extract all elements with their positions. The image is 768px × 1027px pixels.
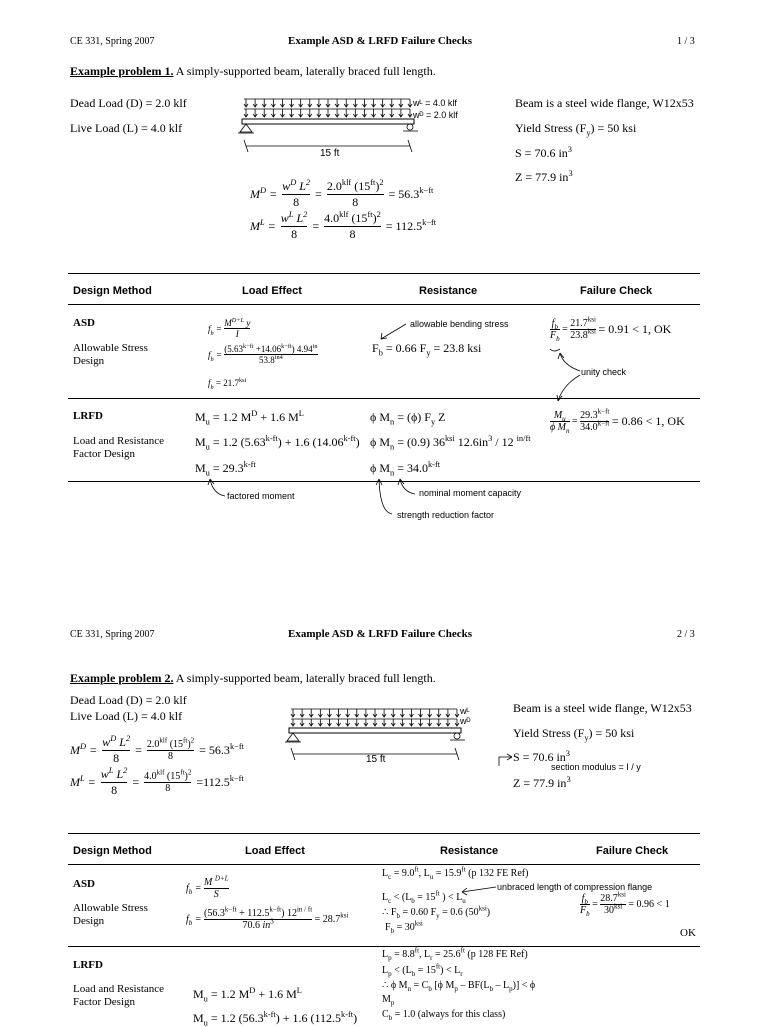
asd-check: $\frac{f_b}{F_b}$ = $21.7^{ksi}$ $23.8^{ksi}$ = 0.91 < 1, OK bbox=[550, 315, 672, 343]
lrfd-subtitle-2: Factor Design bbox=[73, 448, 136, 460]
live-moment-eq: $M^L$ = $\frac{w^L L^2}{8}$ = $4.0^{klf}$ $(15^{ft})^2$ 8 = $112.5^{k-ft}$ bbox=[250, 210, 437, 241]
asd2-subtitle-2: Design bbox=[73, 915, 105, 927]
problem-label-2: Example problem 2. bbox=[70, 671, 174, 685]
note-strength: strength reduction factor bbox=[397, 510, 495, 520]
beam-info-2: Beam is a steel wide flange, W12x53 bbox=[513, 701, 692, 715]
lrfd-resist-2: ϕ $M_n = (0.9)$ $36^{ksi}$ $12.6in^3 / 12$ $^{in/ft}$ bbox=[370, 434, 531, 452]
doc-title: Example ASD & LRFD Failure Checks bbox=[288, 35, 473, 47]
lrfd-load-1: $M_u = 1.2$ $M^D + 1.6$ $M^L$ bbox=[195, 409, 304, 427]
asd2-ok: OK bbox=[680, 927, 696, 939]
z-value-2: Z = 77.9 $in^3$ bbox=[513, 775, 571, 790]
lrfd2-resist-2: $L_p < (L_b = 15^{ft}) < L_r$ bbox=[382, 962, 463, 978]
asd2-resist-2: $L_c < (L_b = 15^{ft}$ ) < $L_u$ bbox=[382, 889, 466, 905]
header2-resistance: Resistance bbox=[440, 845, 499, 857]
lrfd2-load-1: $M_u = 1.2$ $M^D + 1.6$ $M^L$ bbox=[193, 986, 302, 1004]
lrfd2-subtitle-1: Load and Resistance bbox=[73, 983, 165, 995]
lrfd2-resist-1: $L_p = 8.8^{ft}$, $L_r = 25.6^{ft}$ (p 128 FE Ref) bbox=[382, 946, 528, 962]
load-arrows-live bbox=[244, 99, 412, 117]
pin-support bbox=[240, 124, 252, 132]
table2-rule-top bbox=[68, 833, 700, 834]
doc-title-2: Example ASD & LRFD Failure Checks bbox=[288, 628, 473, 640]
asd-load-eq-2: $f_b$ = $\frac{(5.63^{k-ft} +14.06^{k-ft}) 4.94^{in}}{53.8^{in4}}$ bbox=[208, 343, 318, 365]
wl-label: wᴸ = 4.0 klf bbox=[413, 98, 457, 108]
lrfd-title: LRFD bbox=[73, 410, 103, 422]
asd-load-eq-3: $f_b = 21.7^{ksi}$ bbox=[208, 377, 247, 391]
asd2-check: $\frac{f_b}{F_b}$ = $28.7^{ksi}$ $30^{ksi}$ = 0.96 < 1 bbox=[580, 890, 670, 918]
page-number-2: 2 / 3 bbox=[677, 629, 695, 640]
course-label: CE 331, Spring 2007 bbox=[70, 36, 155, 47]
problem-statement-2 bbox=[70, 671, 436, 686]
lrfd2-subtitle-2: Factor Design bbox=[73, 996, 136, 1008]
live-load: Live Load (L) = 4.0 klf bbox=[70, 121, 183, 135]
dead-load-2: Dead Load (D) = 2.0 klf bbox=[70, 693, 187, 707]
pin-support-2 bbox=[287, 733, 299, 741]
arrow-nominal bbox=[395, 476, 420, 501]
header-failure-check: Failure Check bbox=[580, 285, 653, 297]
span-label-2: 15 ft bbox=[366, 754, 386, 765]
asd-subtitle-2: Design bbox=[73, 355, 105, 367]
table-rule-top bbox=[68, 273, 700, 274]
header-load-effect: Load Effect bbox=[242, 285, 302, 297]
note-unity-check: unity check bbox=[581, 367, 627, 377]
lrfd-load-2: $M_u = 1.2$ $(5.63^{k-ft}) + 1.6$ $(14.06^{k-ft})$ bbox=[195, 434, 360, 452]
asd-resistance: $F_b = 0.66$ $F_y = 23.8$ ksi bbox=[372, 341, 482, 358]
wd-label: wᴰ = 2.0 klf bbox=[413, 110, 458, 120]
lrfd2-resist-3: ∴ ϕ $M_n = C_b$ [ϕ $M_p - BF(L_b - L_p)] < \phi$ bbox=[382, 980, 536, 993]
note-factored: factored moment bbox=[227, 491, 295, 501]
asd2-load-eq-1: $f_b$ = $\frac{M ^{D+L}}{S}$ bbox=[186, 874, 229, 900]
lrfd-check: $\frac{M_u}{\phi M_n}$ = $\frac{29.3^{k-ft}}{34.0^{k-ft}}$ = 0.86 < 1, OK bbox=[550, 407, 685, 435]
asd-subtitle-1: Allowable Stress bbox=[73, 342, 148, 354]
problem-text: A simply-supported beam, laterally braced full length. bbox=[175, 64, 436, 78]
header2-load-effect: Load Effect bbox=[245, 845, 305, 857]
live-moment-eq-2: $M^L$ = $\frac{w^L L^2}{8}$ = $4.0^{klf}$ $(15^{ft})^2$ 8 $=112.5^{k-ft}$ bbox=[70, 766, 244, 797]
note-section-modulus: section modulus = I / y bbox=[551, 762, 641, 772]
lrfd2-load-2: $M_u = 1.2$ $(56.3^{k-ft}) + 1.6$ $(112.5^{k-ft})$ bbox=[193, 1010, 358, 1027]
header2-design-method: Design Method bbox=[73, 845, 152, 857]
live-load-2: Live Load (L) = 4.0 klf bbox=[70, 709, 183, 723]
asd-title-2: ASD bbox=[73, 878, 96, 890]
dead-moment-eq: $M^D$ = $\frac{w^D L^2}{8}$ = $2.0^{klf}$ $(15^{ft})^2$ 8 = $56.3^{k-ft}$ bbox=[250, 178, 434, 209]
table-rule-mid bbox=[68, 398, 700, 399]
asd2-resist-1: $L_c = 9.0^{ft}$, $L_u = 15.9^{ft}$ (p 132 FE Ref) bbox=[382, 865, 529, 881]
problem-label: Example problem 1. bbox=[70, 64, 174, 78]
table2-rule-mid bbox=[68, 946, 700, 947]
header2-failure-check: Failure Check bbox=[596, 845, 669, 857]
lrfd-resist-3: ϕ $M_n = 34.0^{k-ft}$ bbox=[370, 460, 441, 478]
arrow-allowable bbox=[378, 322, 408, 342]
roller-support-2 bbox=[454, 733, 460, 739]
lrfd2-resist-5: $C_b = 1.0$ (always for this class) bbox=[382, 1009, 506, 1022]
beam-info: Beam is a steel wide flange, W12x53 bbox=[515, 96, 694, 110]
header-resistance: Resistance bbox=[419, 285, 478, 297]
roller-support bbox=[407, 124, 413, 130]
asd2-subtitle-1: Allowable Stress bbox=[73, 902, 148, 914]
lrfd-subtitle-1: Load and Resistance bbox=[73, 435, 165, 447]
span-label: 15 ft bbox=[320, 148, 340, 159]
note-nominal: nominal moment capacity bbox=[419, 488, 522, 498]
yield-stress: Yield Stress $(F_y) = 50$ ksi bbox=[515, 121, 637, 138]
lrfd2-resist-4: $M_p$ bbox=[382, 994, 395, 1007]
lrfd-load-3: $M_u = 29.3^{k-ft}$ bbox=[195, 460, 256, 478]
asd2-resist-4: $F_b = 30^{ksi}$ bbox=[385, 919, 423, 935]
asd-title: ASD bbox=[73, 317, 96, 329]
note-allowable-stress: allowable bending stress bbox=[410, 319, 509, 329]
s-value-2: S = 70.6 $in^3$ bbox=[513, 749, 570, 764]
asd2-resist-3: ∴ $F_b = 0.60$ $F_y = 0.6$ $(50^{ksi})$ bbox=[382, 904, 491, 920]
lrfd-title-2: LRFD bbox=[73, 959, 103, 971]
s-value: S = 70.6 $in^3$ bbox=[515, 145, 572, 160]
asd2-load-eq-2: $f_b$ = $\frac{(56.3^{k-ft} + 112.5^{k-ft}) 12^{in / ft}}{70.6 in^3}$ = $28.7^{ksi}$ bbox=[186, 905, 349, 931]
beam-diagram bbox=[238, 96, 418, 156]
arrow-strength bbox=[372, 476, 394, 518]
load-arrows-2 bbox=[291, 709, 459, 726]
wd-label-2: wᴰ bbox=[460, 716, 471, 726]
dead-load: Dead Load (D) = 2.0 klf bbox=[70, 96, 187, 110]
arrow-unity bbox=[548, 345, 584, 405]
z-value: Z = 77.9 $in^3$ bbox=[515, 169, 573, 184]
note-unbraced: unbraced length of compression flange bbox=[497, 882, 653, 892]
problem-statement bbox=[70, 64, 436, 79]
page-number: 1 / 3 bbox=[677, 36, 695, 47]
header-design-method: Design Method bbox=[73, 285, 152, 297]
table-rule-header bbox=[68, 304, 700, 305]
dead-moment-eq-2: $M^D$ = $\frac{w^D L^2}{8}$ = $2.0^{klf}$ $(15^{ft})^2$ 8 = $56.3^{k-ft}$ bbox=[70, 734, 244, 765]
problem-text-2: A simply-supported beam, laterally braced full length. bbox=[175, 671, 436, 685]
asd-load-eq-1: $f_b$ = $\frac{M^{D+L} y}{I}$ bbox=[208, 317, 251, 339]
yield-stress-2: Yield Stress $(F_y) = 50$ ksi bbox=[513, 726, 635, 743]
table2-rule-header bbox=[68, 864, 700, 865]
wl-label-2: wᴸ bbox=[460, 706, 470, 716]
course-label-2: CE 331, Spring 2007 bbox=[70, 629, 155, 640]
lrfd-resist-1: ϕ $M_n = (\phi)$ $F_y$ Z bbox=[370, 410, 446, 427]
